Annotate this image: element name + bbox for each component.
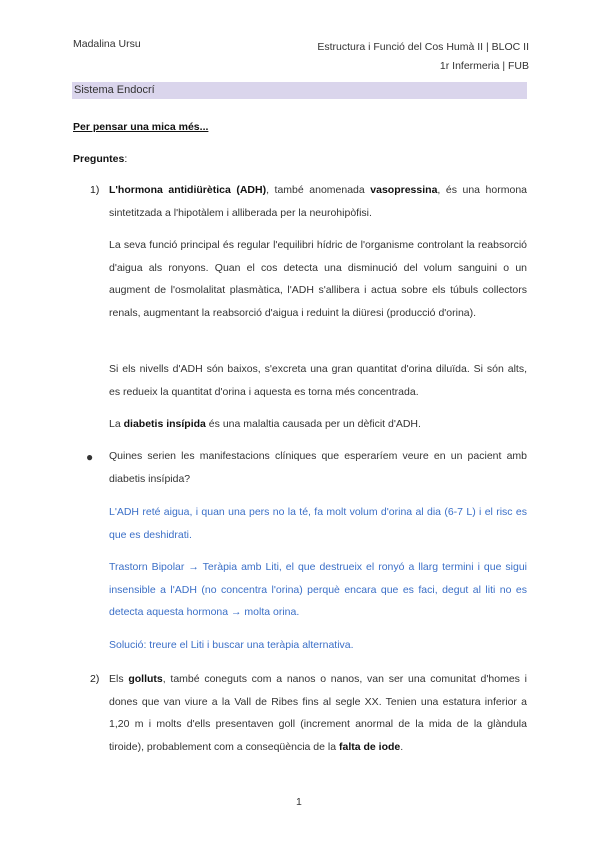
question-1-intro: L'hormona antidiürètica (ADH), també anomenada vasopressina, és una hormona sintetitzada a l'hipotàlem i alliberada per la neurohipòfisi. (109, 184, 527, 219)
header-course (317, 38, 529, 76)
section-title-bar: Sistema Endocrí (72, 82, 527, 99)
question-1-number: 1) (90, 184, 100, 196)
question-1-function-paragraph: La seva funció principal és regular l'equilibri hídric de l'organisme controlant la reabsorció d'aigua als ronyons. Quan el cos detecta una disminució del volum sanguini o un augment de l'osmolalitat plasmàtica, l'ADH s'allibera i actua sobre els túbuls collectors renals, augmentant la reabsorció d'aigua i reduint la diüresi (producció d'orina). (109, 239, 527, 319)
bullet-icon: ● (86, 450, 94, 464)
answer-3: Solució: treure el Liti i buscar una teràpia alternativa. (109, 639, 354, 651)
header-author: Madalina Ursu (73, 38, 141, 50)
question-2-number: 2) (90, 673, 100, 685)
questions-label: Preguntes (73, 153, 125, 165)
lead-heading: Per pensar una mica més... (73, 121, 209, 133)
header-course-line1: Estructura i Funció del Cos Humà II | BLOC II (317, 41, 529, 53)
bullet-question: Quines serien les manifestacions clíniques que esperaríem veure en un pacient amb diabetis insípida? (109, 450, 527, 485)
answer-2: Trastorn Bipolar → Teràpia amb Liti, el que destrueix el ronyó a llarg termini i que sigui insensible a l'ADH (no concentra l'orina) perquè encara que es faci, degut al liti no es detecta aquesta hormona → molta orina. (109, 561, 527, 618)
diabetes-term: diabetis insípida (123, 418, 206, 430)
adh-term: L'hormona antidiürètica (ADH) (109, 184, 267, 196)
iodine-term: falta de iode (338, 740, 401, 753)
golluts-term: golluts (128, 673, 163, 685)
header-course-line2: 1r Infermeria | FUB (439, 60, 529, 72)
page-number: 1 (296, 796, 302, 808)
question-1-levels-paragraph: Si els nivells d'ADH són baixos, s'excreta una gran quantitat d'orina diluïda. Si són alts, es redueix la quantitat d'orina i aquesta es torna més concentrada. (109, 363, 527, 398)
question-2-paragraph: Els golluts, també coneguts com a nanos o nanos, van ser una comunitat d'homes i dones que van viure a la Vall de Ribes fins al segle XX. Tenien una estatura inferior a 1,20 m i molts d'ells presentaven goll (increment anormal de la mida de la glàndula tiroide), probablement com a conseqüència de la falta de iode. (109, 673, 527, 753)
question-1-diabetes-paragraph: La diabetis insípida és una malaltia causada per un dèficit d'ADH. (109, 418, 421, 430)
questions-heading: Preguntes: (73, 153, 128, 165)
answer-1: L'ADH reté aigua, i quan una pers no la té, fa molt volum d'orina al dia (6-7 L) i el risc es que es deshidrati. (109, 506, 527, 541)
vasopressin-term: vasopressina (370, 184, 438, 196)
